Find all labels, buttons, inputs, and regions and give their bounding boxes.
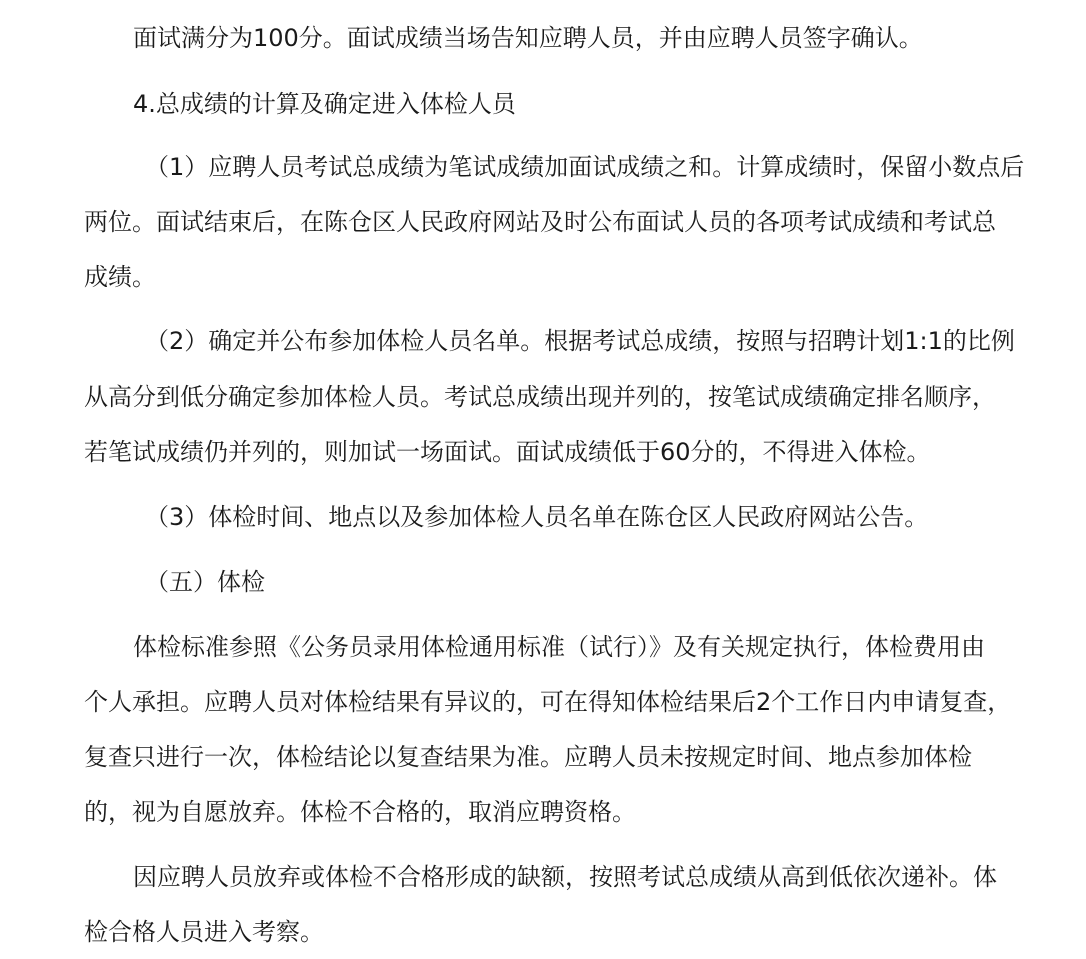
paragraph-line: 个人承担。应聘人员对体检结果有异议的，可在得知体检结果后2个工作日内申请复查， [84, 688, 1012, 716]
paragraph-line: （3）体检时间、地点以及参加体检人员名单在陈仓区人民政府网站公告。 [145, 503, 929, 531]
section-heading: （五）体检 [145, 568, 265, 596]
paragraph-line: 复查只进行一次，体检结论以复查结果为准。应聘人员未按规定时间、地点参加体检 [84, 743, 972, 771]
paragraph-line: 检合格人员进入考察。 [84, 918, 324, 946]
paragraph-line: （2）确定并公布参加体检人员名单。根据考试总成绩，按照与招聘计划1:1的比例 [145, 327, 1015, 355]
paragraph-line: 的，视为自愿放弃。体检不合格的，取消应聘资格。 [84, 798, 636, 826]
paragraph-line: 若笔试成绩仍并列的，则加试一场面试。面试成绩低于60分的，不得进入体检。 [84, 438, 931, 466]
paragraph-line: 体检标准参照《公务员录用体检通用标准（试行）》及有关规定执行，体检费用由 [133, 633, 985, 661]
paragraph-line: 因应聘人员放弃或体检不合格形成的缺额，按照考试总成绩从高到低依次递补。体 [133, 863, 997, 891]
paragraph-line: （1）应聘人员考试总成绩为笔试成绩加面试成绩之和。计算成绩时，保留小数点后 [145, 153, 1025, 181]
section-heading: 4.总成绩的计算及确定进入体检人员 [133, 90, 516, 118]
paragraph-line: 面试满分为100分。面试成绩当场告知应聘人员，并由应聘人员签字确认。 [133, 24, 923, 52]
paragraph-line: 成绩。 [84, 263, 156, 291]
paragraph-line: 从高分到低分确定参加体检人员。考试总成绩出现并列的，按笔试成绩确定排名顺序， [84, 383, 996, 411]
paragraph-line: 两位。面试结束后，在陈仓区人民政府网站及时公布面试人员的各项考试成绩和考试总 [84, 208, 996, 236]
